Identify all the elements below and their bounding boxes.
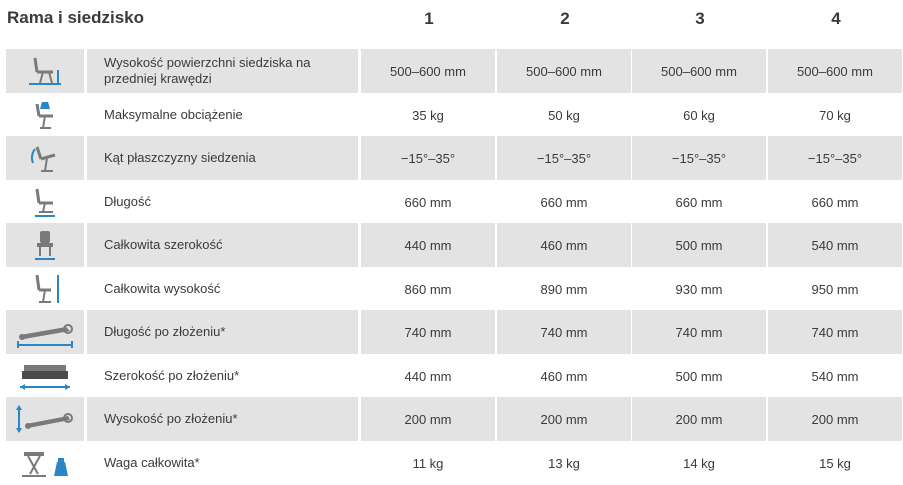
value-col-4: 200 mm [768, 397, 902, 441]
value-col-1: 200 mm [361, 397, 495, 441]
value-col-1: 660 mm [404, 194, 452, 210]
value-col-1: 11 kg [412, 455, 444, 471]
total-height-icon [6, 267, 84, 311]
value-col-3: 500–600 mm [632, 49, 766, 93]
seat-height-icon [6, 49, 84, 93]
column-header-2: 2 [560, 9, 570, 28]
value-col-4: −15°–35° [768, 136, 902, 180]
row-label: Długość po złożeniu* [87, 310, 358, 354]
value-col-1: 860 mm [404, 281, 452, 297]
table-title: Rama i siedzisko [7, 8, 145, 27]
row-label: Kąt płaszczyzny siedzenia [87, 136, 358, 180]
value-col-2: 890 mm [540, 281, 588, 297]
value-col-3: 500 mm [675, 368, 723, 384]
value-col-3: 740 mm [632, 310, 766, 354]
column-header-4: 4 [831, 9, 841, 28]
value-col-3: 200 mm [632, 397, 766, 441]
value-col-4: 70 kg [819, 107, 851, 123]
value-col-1: 35 kg [412, 107, 444, 123]
value-col-1: 440 mm [404, 368, 452, 384]
value-col-4: 540 mm [768, 223, 902, 267]
value-col-2: 460 mm [497, 223, 631, 267]
table-row-folded-length [0, 310, 903, 354]
table-row-total-height [0, 267, 903, 311]
value-col-2: 740 mm [497, 310, 631, 354]
table-row-folded-width [0, 354, 903, 398]
value-col-2: −15°–35° [497, 136, 631, 180]
value-col-2: 660 mm [540, 194, 588, 210]
value-col-3: 930 mm [675, 281, 723, 297]
value-col-2: 200 mm [497, 397, 631, 441]
column-header-3: 3 [695, 9, 705, 28]
value-col-2: 500–600 mm [497, 49, 631, 93]
folded-height-icon [6, 397, 84, 441]
folded-width-icon [6, 354, 84, 398]
table-row-seat-angle [0, 136, 903, 180]
value-col-2: 13 kg [548, 455, 580, 471]
table-row-total-weight [0, 441, 903, 485]
value-col-3: 500 mm [632, 223, 766, 267]
value-col-4: 950 mm [811, 281, 859, 297]
value-col-4: 740 mm [768, 310, 902, 354]
table-row-seat-height [0, 49, 903, 93]
value-col-4: 500–600 mm [768, 49, 902, 93]
row-label: Całkowita szerokość [87, 223, 358, 267]
row-label: Waga całkowita* [104, 455, 200, 470]
row-label: Długość [104, 194, 151, 209]
table-row-total-width [0, 223, 903, 267]
seat-angle-icon [6, 136, 84, 180]
folded-length-icon [6, 310, 84, 354]
value-col-4: 660 mm [811, 194, 859, 210]
total-width-icon [6, 223, 84, 267]
table-row-max-load [0, 93, 903, 137]
row-label: Całkowita wysokość [104, 281, 221, 296]
table-row-folded-height [0, 397, 903, 441]
total-weight-icon [6, 441, 84, 485]
column-header-1: 1 [424, 9, 434, 28]
row-label: Maksymalne obciążenie [104, 107, 243, 122]
value-col-3: 660 mm [675, 194, 723, 210]
value-col-1: −15°–35° [361, 136, 495, 180]
row-label: Wysokość po złożeniu* [87, 397, 358, 441]
length-icon [6, 180, 84, 224]
value-col-3: −15°–35° [632, 136, 766, 180]
row-label: Szerokość po złożeniu* [104, 368, 240, 383]
value-col-1: 500–600 mm [361, 49, 495, 93]
row-label: Wysokość powierzchni siedziska na przedniej krawędzi [87, 49, 358, 93]
value-col-3: 14 kg [683, 455, 715, 471]
value-col-1: 740 mm [361, 310, 495, 354]
value-col-2: 50 kg [548, 107, 580, 123]
max-load-icon [6, 93, 84, 137]
value-col-4: 540 mm [811, 368, 859, 384]
value-col-4: 15 kg [819, 455, 851, 471]
table-row-length [0, 180, 903, 224]
value-col-2: 460 mm [540, 368, 588, 384]
value-col-1: 440 mm [361, 223, 495, 267]
value-col-3: 60 kg [683, 107, 715, 123]
